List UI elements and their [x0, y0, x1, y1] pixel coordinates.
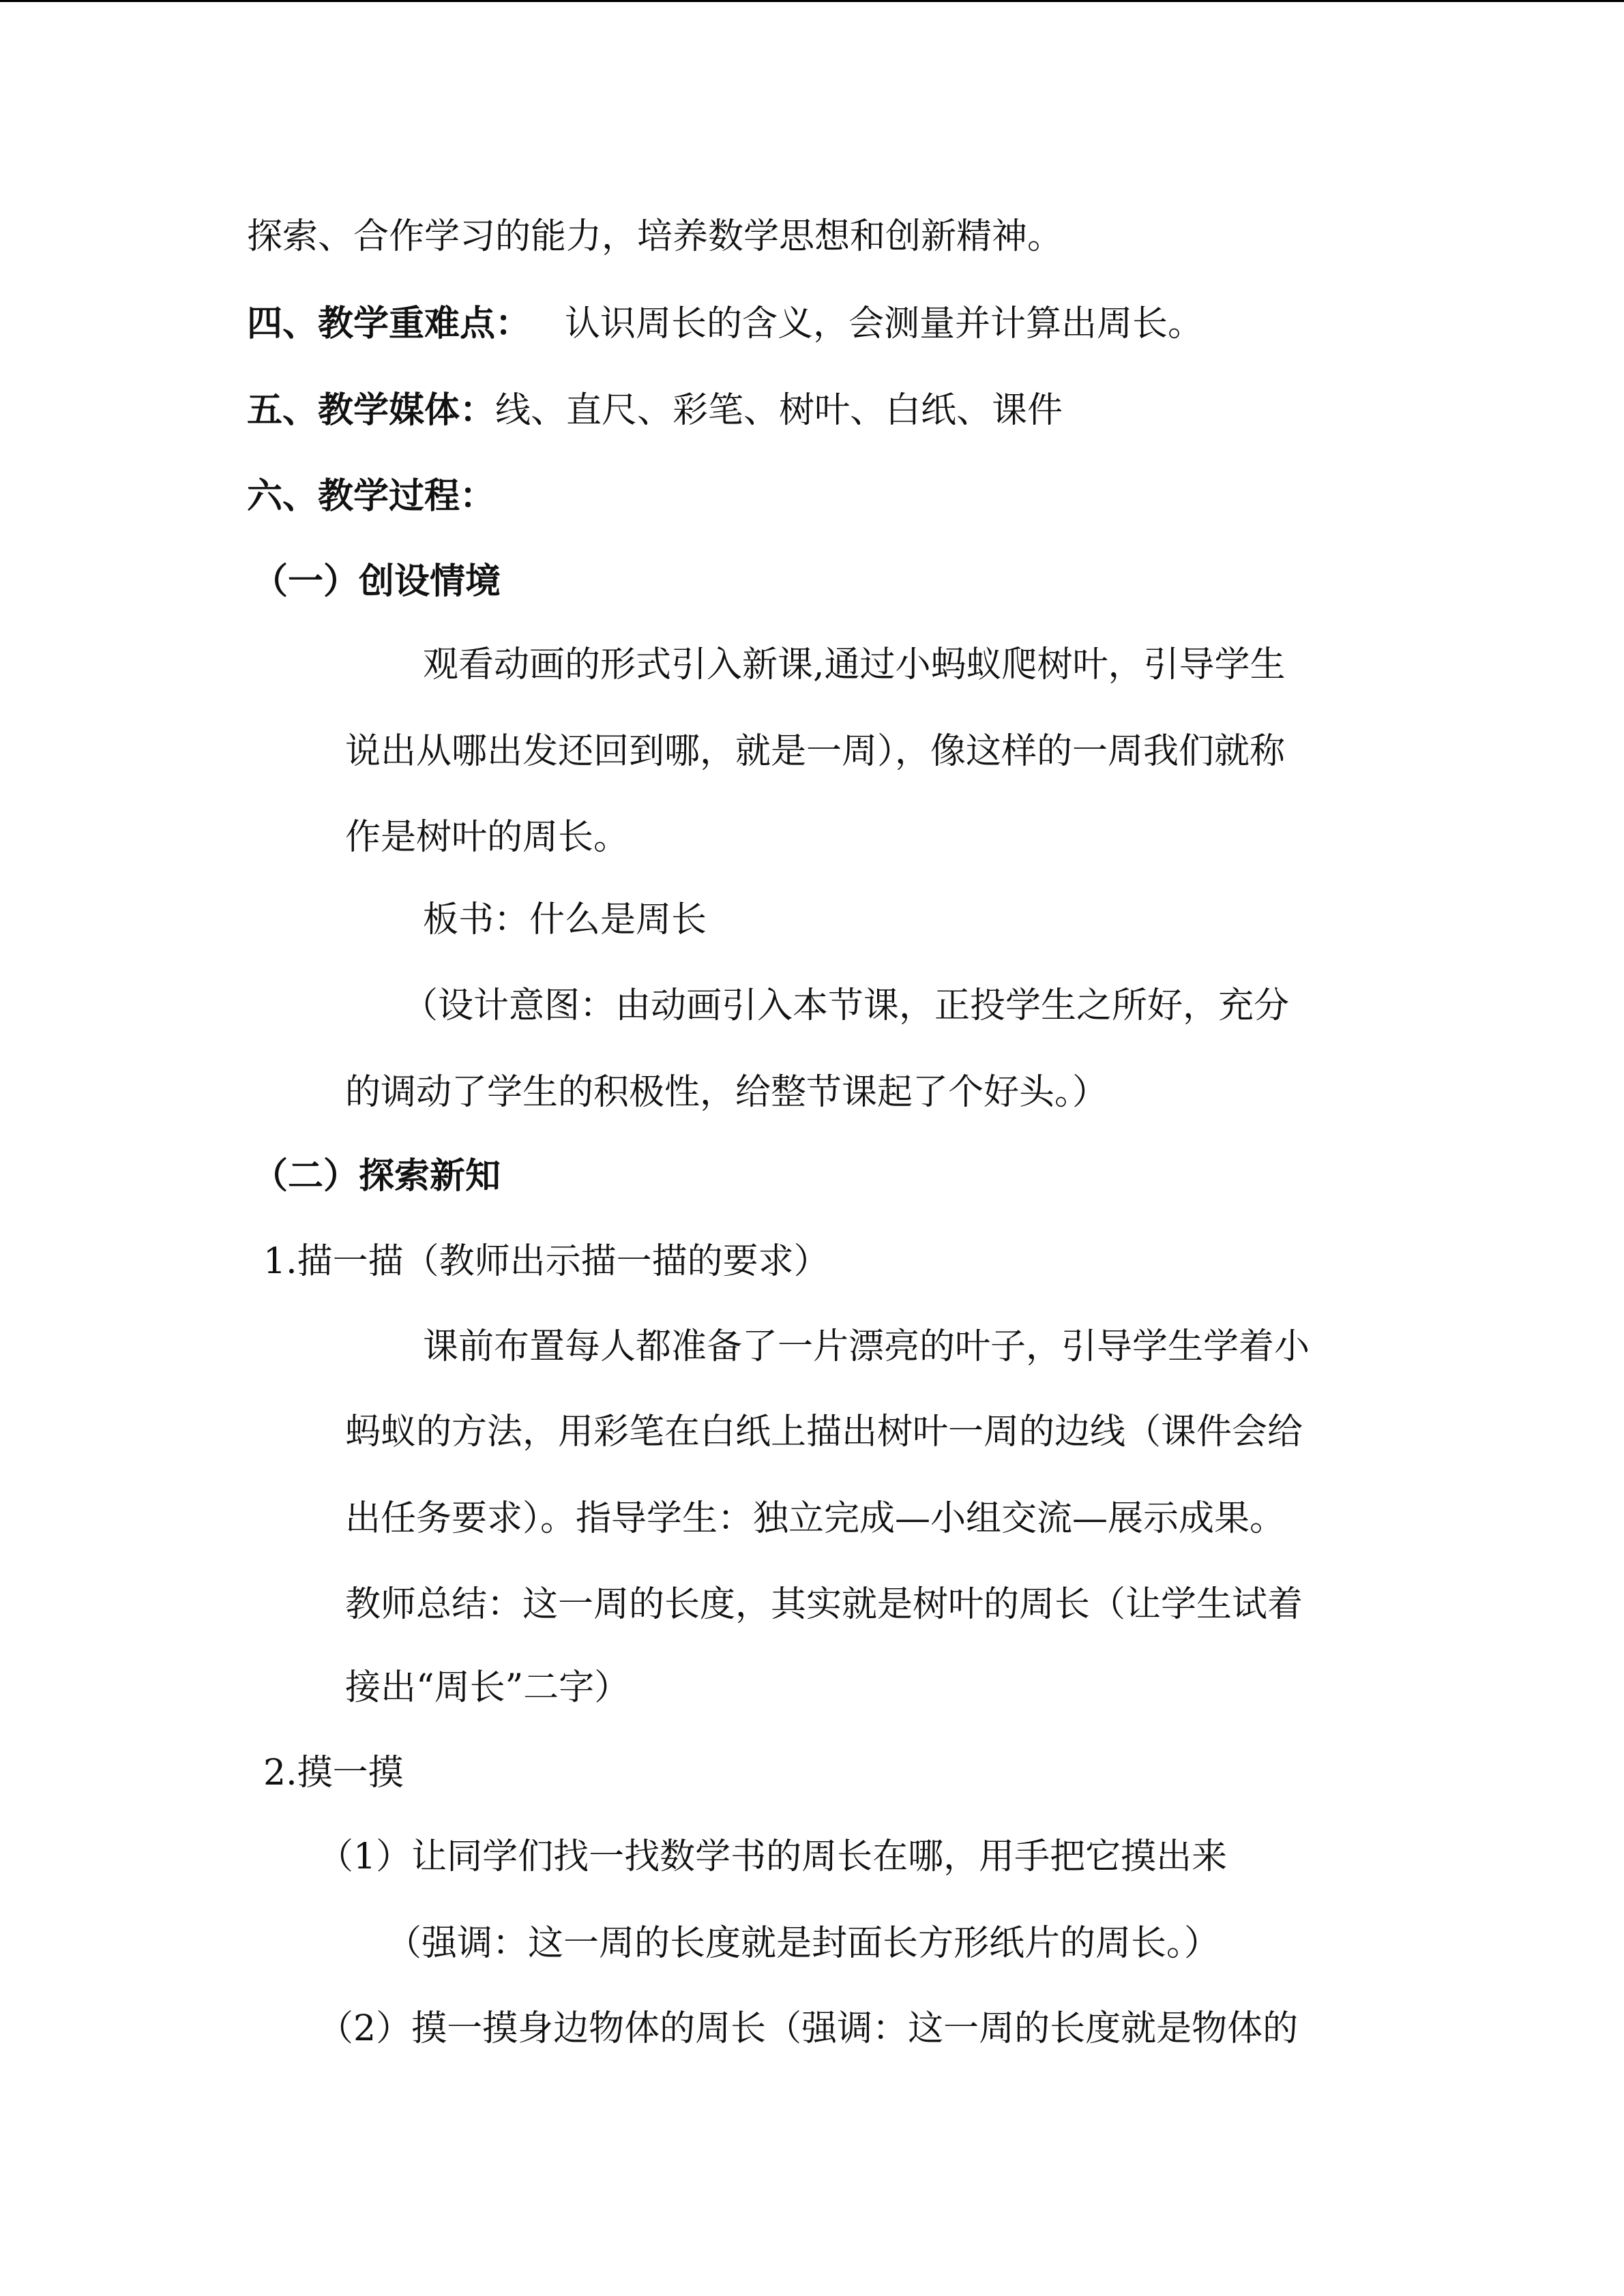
text-line: 探索、合作学习的能力，培养数学思想和创新精神。 [247, 216, 1063, 257]
text-line: （强调：这一周的长度就是封面长方形纸片的周长。） [386, 1923, 1220, 1964]
text-line: 教师总结：这一周的长度，其实就是树叶的周长（让学生试着 [345, 1584, 1303, 1625]
text-line: 蚂蚁的方法，用彩笔在白纸上描出树叶一周的边线（课件会给 [345, 1412, 1303, 1452]
text-line: （设计意图：由动画引入本节课，正投学生之所好，充分 [402, 985, 1290, 1026]
section-label: 五、教学媒体： [247, 389, 496, 431]
text-line: 板书：什么是周长 [423, 899, 707, 940]
section-content: 认识周长的含义，会测量并计算出周长。 [565, 303, 1204, 344]
text-line: 说出从哪出发还回到哪，就是一周），像这样的一周我们就称 [345, 731, 1286, 772]
section-heading-media [247, 387, 1063, 434]
text-line: 的调动了学生的积极性，给整节课起了个好头。） [345, 1072, 1108, 1113]
text-line: 作是树叶的周长。 [345, 817, 630, 858]
section-content: 线、直尺、彩笔、树叶、白纸、课件 [495, 390, 1063, 431]
text-line: 观看动画的形式引入新课,通过小蚂蚁爬树叶，引导学生 [423, 644, 1286, 685]
text-line: 出任务要求）。指导学生：独立完成—小组交流—展示成果。 [345, 1498, 1286, 1539]
text-line: （1）让同学们找一找数学书的周长在哪，用手把它摸出来 [318, 1836, 1228, 1877]
text-line: 接出“周长”二字） [345, 1667, 630, 1708]
section-label: 四、教学重难点： [247, 303, 531, 344]
list-item-heading: 2.摸一摸 [263, 1753, 404, 1793]
text-line: （2）摸一摸身边物体的周长（强调：这一周的长度就是物体的 [318, 2008, 1299, 2049]
subsection-heading: （一）创设情境 [252, 561, 501, 602]
section-heading-difficulties [247, 300, 1203, 348]
list-item-heading: 1.描一描（教师出示描一描的要求） [263, 1241, 829, 1282]
text-line: 课前布置每人都准备了一片漂亮的叶子，引导学生学着小 [423, 1326, 1310, 1367]
page-top-border [0, 0, 1624, 2]
section-heading-process: 六、教学过程： [247, 475, 496, 517]
subsection-heading: （二）探索新知 [252, 1155, 501, 1197]
